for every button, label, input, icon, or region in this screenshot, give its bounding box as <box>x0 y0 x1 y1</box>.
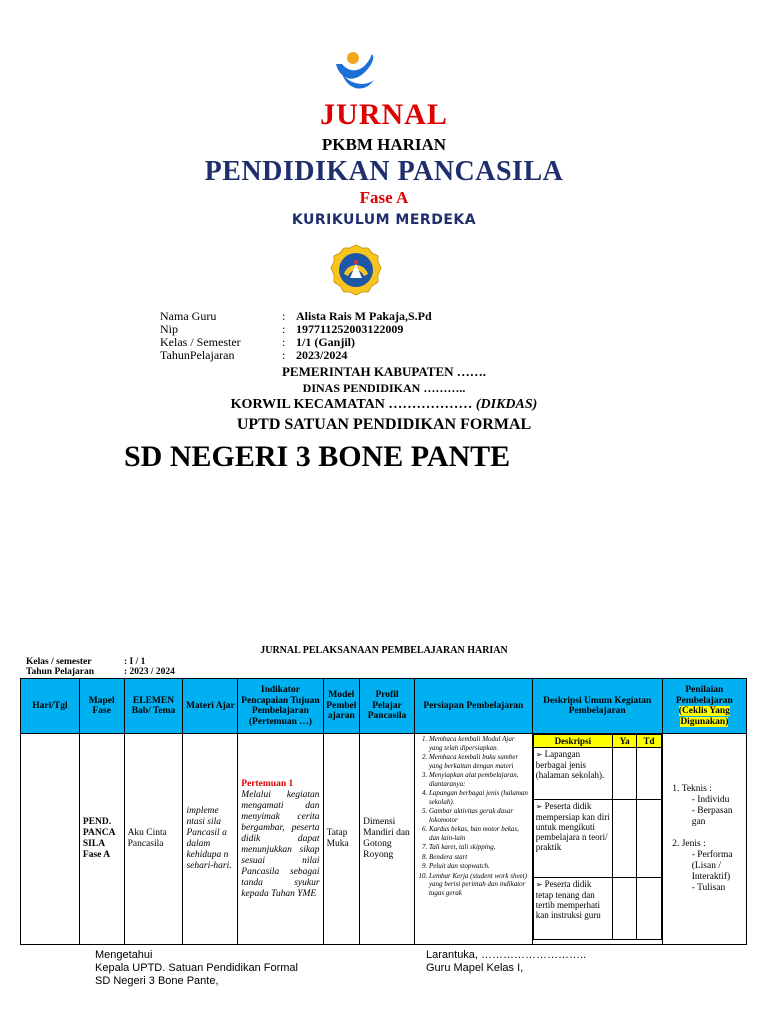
info-separator: : <box>282 322 286 336</box>
tahun-label: Tahun Pelajaran <box>26 667 95 677</box>
info-value: Alista Rais M Pakaja,S.Pd <box>296 309 432 323</box>
col-hari: Hari/Tgl <box>21 679 80 734</box>
col-profil: Profil Pelajar Pancasila <box>360 679 415 734</box>
list-item: 5. Gambar aktivitas gerak dasar lokomotor <box>429 807 530 824</box>
tut-wuri-handayani-logo-icon <box>330 244 382 296</box>
list-item: 10. Lembar Kerja (student work sheet) yang berisi perintah dan indikator tugas gerak <box>429 872 530 898</box>
checklist-text: Peserta didik tetap tenang dan tertib memperhati kan instruksi guru <box>535 879 601 920</box>
list-item: 6. Kardus bekas, ban motor bekas, dan lain-lain <box>429 825 530 842</box>
checklist-desc <box>533 748 612 800</box>
gov-line-korwil <box>0 397 768 413</box>
tahun-row <box>26 667 175 677</box>
kelas-row <box>26 657 146 667</box>
checklist-ya-box[interactable] <box>612 748 636 800</box>
tahun-value: : 2023 / 2024 <box>124 667 175 677</box>
pertemuan-label: Pertemuan 1 <box>241 778 294 789</box>
col-penilaian <box>662 679 746 734</box>
info-label: Nip <box>160 322 178 336</box>
cell-indikator <box>238 734 323 945</box>
list-item: 1. Membaca kembali Modul Ajar yang telah dipersiapkan. <box>429 735 530 752</box>
arrow-bullet-icon: ➢ <box>535 750 543 759</box>
checklist-row <box>533 800 661 878</box>
sheet-title: JURNAL PELAKSANAAN PEMBELAJARAN HARIAN <box>260 645 508 656</box>
info-label: TahunPelajaran <box>160 348 235 362</box>
signature-school: SD Negeri 3 Bone Pante, <box>95 975 219 987</box>
checklist-td-header: Td <box>637 735 661 748</box>
list-item: 7. Tali karet, tali skipping, <box>429 843 530 852</box>
info-separator: : <box>282 335 286 349</box>
signature-place-date: Larantuka, ……………………….. <box>426 949 587 961</box>
jenis-label: Jenis : <box>681 839 706 849</box>
col-indikator: Indikator Pencapaian Tujuan Pembelajaran (Pertemuan …) <box>238 679 323 734</box>
checklist-td-box[interactable] <box>637 748 661 800</box>
info-value: 2023/2024 <box>296 348 348 362</box>
checklist-ya-box[interactable] <box>612 800 636 878</box>
col-materi: Materi Ajar <box>183 679 238 734</box>
checklist-ya-box[interactable] <box>612 878 636 940</box>
col-mapel: Mapel Fase <box>79 679 124 734</box>
checklist-text: Lapangan berbagai jenis (halaman sekolah). <box>535 749 605 780</box>
info-value: 197711252003122009 <box>296 322 404 336</box>
cell-model: Tatap Muka <box>323 734 360 945</box>
signature-mengetahui: Mengetahui <box>95 949 153 961</box>
checklist-ya-header: Ya <box>612 735 636 748</box>
gov-line-uptd: UPTD SATUAN PENDIDIKAN FORMAL <box>236 416 532 433</box>
teknis-label: Teknis : <box>681 784 712 794</box>
cell-materi: impleme ntasi sila Pancasil a dalam kehidupa n sehari-hari. <box>183 734 238 945</box>
info-label: Nama Guru <box>160 309 217 323</box>
cell-mapel: PEND. PANCA SILA Fase A <box>79 734 124 945</box>
table-header-row <box>21 679 747 734</box>
info-separator: : <box>282 348 286 362</box>
dikdas-text: (DIKDAS) <box>475 397 538 412</box>
checklist-desc <box>533 800 612 878</box>
signature-left <box>95 949 298 988</box>
kelas-label: Kelas / semester <box>26 657 92 667</box>
title-kurikulum: KURIKULUM MERDEKA <box>291 212 477 228</box>
title-subject: PENDIDIKAN PANCASILA <box>204 156 564 187</box>
signature-kepala: Kepala UPTD. Satuan Pendidikan Formal <box>95 962 298 974</box>
signature-guru: Guru Mapel Kelas I, <box>426 962 524 974</box>
deskripsi-checklist <box>533 734 662 940</box>
penilaian-list <box>666 784 743 894</box>
persiapan-list <box>417 735 530 897</box>
info-separator: : <box>282 309 286 323</box>
table-row <box>21 734 747 945</box>
arrow-bullet-icon: ➢ <box>535 802 543 811</box>
list-item: - Berpasan gan <box>692 806 743 828</box>
checklist-td-box[interactable] <box>637 878 661 940</box>
journal-table <box>20 678 747 945</box>
teknis-list <box>682 795 743 828</box>
pkbm-logo-icon <box>330 50 380 96</box>
penilaian-title: Penilaian Pembelajaran <box>675 685 733 706</box>
checklist-row <box>533 748 661 800</box>
col-model: Model Pembel ajaran <box>323 679 360 734</box>
checklist-td-box[interactable] <box>637 800 661 878</box>
cell-profil: Dimensi Mandiri dan Gotong Royong <box>360 734 415 945</box>
school-name: SD NEGERI 3 BONE PANTE <box>124 440 511 473</box>
list-item: 2. Membaca kembali buku sumber yang berkaitan dengan materi <box>429 753 530 770</box>
list-item: - Tulisan <box>692 883 743 894</box>
list-item: - Individu <box>692 795 743 806</box>
col-deskripsi: Deskripsi Umum Kegiatan Pembelajaran <box>532 679 662 734</box>
cell-persiapan <box>414 734 532 945</box>
col-persiapan: Persiapan Pembelajaran <box>414 679 532 734</box>
korwil-text: KORWIL KECAMATAN ……………… <box>230 397 476 412</box>
list-item <box>682 784 743 839</box>
indikator-text: Melalui kegiatan mengamati dan menyimak cerita bergambar, peserta didik dapat menunjukkan sikap sesuai nilai Pancasila sebagai tanda syukur kepada Tuhan YME <box>241 789 320 899</box>
cell-elemen: Aku Cinta Pancasila <box>124 734 183 945</box>
gov-line-kabupaten: PEMERINTAH KABUPATEN ……. <box>281 364 487 379</box>
title-pkbm: PKBM HARIAN <box>321 135 447 154</box>
list-item: 3. Menyiapkan alat pembelajaran, diantaranya: <box>429 771 530 788</box>
gov-line-dinas: DINAS PENDIDIKAN ……….. <box>302 381 466 395</box>
list-item: 9. Peluit dan stopwatch. <box>429 862 530 871</box>
signature-right <box>426 949 586 975</box>
list-item: 8. Bendera start <box>429 853 530 862</box>
arrow-bullet-icon: ➢ <box>535 880 543 889</box>
list-item: 4. Lapangan berbagai jenis (halaman sekolah). <box>429 789 530 806</box>
title-jurnal: JURNAL <box>320 98 448 131</box>
col-elemen: ELEMEN Bab/ Tema <box>124 679 183 734</box>
title-fase: Fase A <box>359 188 409 207</box>
penilaian-subtitle: (Ceklis Yang Digunakan) <box>678 706 730 727</box>
jenis-list <box>682 850 743 894</box>
cell-penilaian <box>662 734 746 945</box>
kelas-value: : I / 1 <box>124 657 146 667</box>
checklist-row <box>533 878 661 940</box>
cell-deskripsi <box>532 734 662 945</box>
checklist-text: Peserta didik mempersiap kan diri untuk mengikuti pembelajara n teori/ praktik <box>535 801 610 852</box>
list-item <box>682 839 743 894</box>
info-label: Kelas / Semester <box>160 335 241 349</box>
checklist-desc-header: Deskripsi <box>533 735 612 748</box>
cell-hari <box>21 734 80 945</box>
list-item: - Performa (Lisan / Interaktif) <box>692 850 743 883</box>
info-value: 1/1 (Ganjil) <box>296 335 355 349</box>
checklist-header <box>533 735 661 748</box>
checklist-desc <box>533 878 612 940</box>
